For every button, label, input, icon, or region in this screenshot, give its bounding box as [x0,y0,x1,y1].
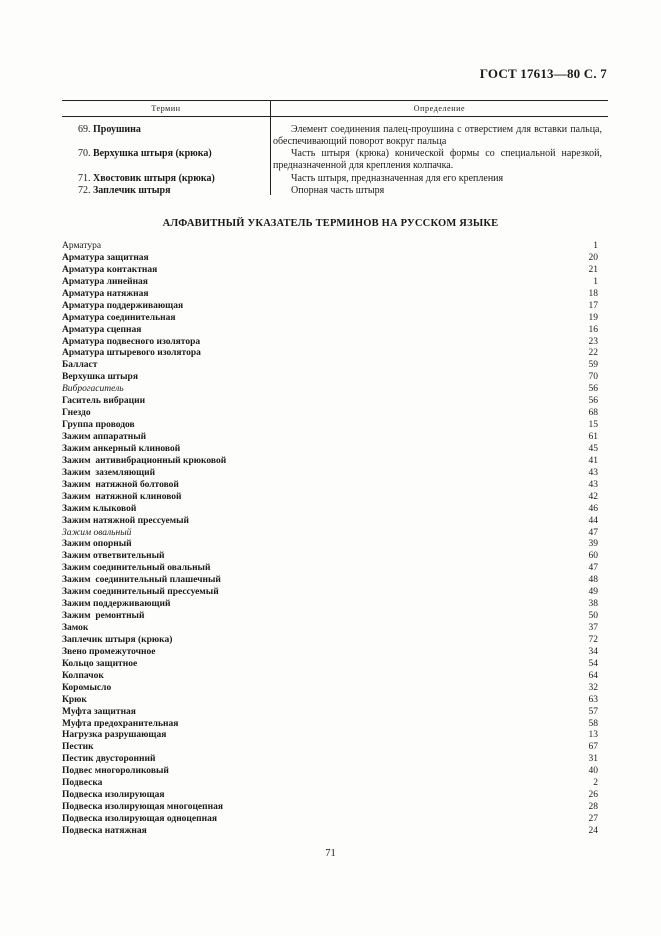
term-text: Проушина [93,124,141,135]
index-entry [62,707,598,719]
term-text: Хвостовик штыря (крюка) [93,173,215,184]
index-page-ref: 19 [588,312,598,323]
index-page-ref: 49 [588,587,598,598]
index-entry [62,659,598,671]
index-page-ref: 44 [588,515,598,526]
index-term: Арматура [62,241,102,251]
index-term: Зажим соединительный прессуемый [62,587,219,598]
index-term: Арматура контактная [62,264,158,275]
table-header [62,100,608,117]
index-entry [62,432,598,444]
index-term: Пестик [62,742,94,753]
alphabetical-index [62,241,598,838]
index-entry [62,456,598,468]
index-entry [62,826,598,838]
index-page-ref: 70 [588,372,598,383]
term-definition: Элемент соединения палец-проушина с отверстием для вставки пальца, обеспечивающий поворот вокруг пальца [273,124,602,147]
index-page-ref: 72 [588,634,598,645]
index-page-ref: 40 [588,766,598,777]
index-term: Виброгаситель [62,384,124,395]
index-term: Зажим натяжной болтовой [62,479,179,490]
index-page-ref: 1 [593,241,598,251]
index-entry [62,814,598,826]
index-term: Арматура сцепная [62,324,142,335]
index-page-ref: 63 [588,694,598,705]
terms-table [62,100,608,195]
index-page-ref: 48 [588,575,598,586]
index-entry [62,372,598,384]
term-definition: Часть штыря (крюка) конической формы со специальной нарезкой, предназначенной для крепления колпачка. [273,148,602,171]
index-entry [62,683,598,695]
index-entry [62,492,598,504]
index-page-ref: 43 [588,467,598,478]
index-title: АЛФАВИТНЫЙ УКАЗАТЕЛЬ ТЕРМИНОВ НА РУССКОМ ЯЗЫКЕ [162,218,499,229]
index-term: Верхушка штыря [62,372,138,383]
index-term: Кольцо защитное [62,658,138,669]
index-page-ref: 68 [588,408,598,419]
index-term: Гаситель вибрации [62,396,146,407]
index-term: Подвеска изолирующая одноцепная [62,814,217,824]
column-header-definition: Определение [413,104,466,113]
index-page-ref: 20 [588,252,598,263]
index-page-ref: 28 [588,802,598,813]
index-entry [62,766,598,778]
index-term: Зажим ремонтный [62,611,145,622]
index-page-ref: 21 [588,264,598,275]
index-term: Зажим антивибрационный крюковой [62,455,227,466]
index-entry [62,611,598,623]
index-term: Зажим овальный [62,527,132,538]
index-page-ref: 1 [593,276,598,287]
index-page-ref: 42 [588,491,598,502]
index-term: Колпачок [62,670,104,681]
index-term: Зажим аппаратный [62,432,147,442]
term-number: 72. [78,184,91,196]
index-entry [62,623,598,635]
index-entry [62,337,598,349]
index-page-ref: 22 [588,348,598,359]
index-page-ref: 57 [588,706,598,717]
index-term: Арматура линейная [62,276,148,287]
index-entry [62,277,598,289]
index-entry [62,289,598,301]
term-definition: Опорная часть штыря [291,184,385,196]
index-entry [62,539,598,551]
index-page-ref: 18 [588,288,598,299]
index-page-ref: 24 [588,825,598,836]
index-term: Группа проводов [62,420,135,431]
index-entry [62,671,598,683]
index-term: Крюк [62,694,87,705]
index-page-ref: 38 [588,599,598,610]
term-text: Заплечик штыря [93,184,171,196]
index-term: Арматура натяжная [62,288,149,299]
index-term: Подвеска изолирующая многоцепная [62,802,223,813]
index-page-ref: 47 [588,563,598,574]
index-page-ref: 15 [588,420,598,431]
index-page-ref: 27 [588,814,598,824]
index-page-ref: 41 [588,455,598,466]
index-term: Подвеска [62,778,103,789]
index-entry [62,599,598,611]
index-page-ref: 58 [588,718,598,729]
index-term: Замок [62,623,89,633]
index-page-ref: 31 [588,754,598,765]
index-entry [62,528,598,540]
index-term: Гнездо [62,408,91,419]
index-entry [62,265,598,277]
index-entry [62,635,598,647]
index-term: Зажим натяжной клиновой [62,491,182,502]
index-entry [62,348,598,360]
index-page-ref: 32 [588,682,598,693]
index-page-ref: 56 [588,396,598,407]
index-term: Зажим клыковой [62,503,137,514]
index-entry [62,384,598,396]
term-text: Верхушка штыря (крюка) [93,148,212,159]
table-body [62,117,608,195]
index-page-ref: 50 [588,611,598,622]
index-entry [62,587,598,599]
document-header: ГОСТ 17613—80 С. 7 [479,66,607,81]
index-term: Зажим опорный [62,539,132,550]
index-term: Арматура поддерживающая [62,300,184,311]
index-page-ref: 56 [588,384,598,395]
term-number: 69. [78,124,91,135]
index-term: Зажим заземляющий [62,467,156,478]
index-entry [62,360,598,372]
index-term: Зажим соединительный овальный [62,563,211,574]
index-entry [62,563,598,575]
index-page-ref: 47 [588,527,598,538]
index-entry [62,313,598,325]
index-entry [62,647,598,659]
index-entry [62,468,598,480]
index-term: Муфта предохранительная [62,718,179,729]
index-entry [62,480,598,492]
index-page-ref: 26 [588,790,598,801]
index-entry [62,778,598,790]
index-page-ref: 16 [588,324,598,335]
index-page-ref: 2 [593,778,598,789]
index-term: Коромысло [62,682,112,693]
index-entry [62,504,598,516]
index-page-ref: 61 [588,432,598,442]
index-page-ref: 17 [588,300,598,311]
index-entry [62,516,598,528]
index-entry [62,551,598,563]
index-entry [62,790,598,802]
index-entry [62,719,598,731]
index-page-ref: 54 [588,658,598,669]
term-definition: Часть штыря, предназначенная для его крепления [291,173,504,184]
index-term: Зажим натяжной прессуемый [62,515,190,526]
index-entry [62,695,598,707]
index-entry [62,444,598,456]
index-page-ref: 43 [588,479,598,490]
index-term: Пестик двусторонний [62,754,156,765]
index-entry [62,325,598,337]
index-page-ref: 64 [588,670,598,681]
index-term: Звено промежуточное [62,646,156,657]
index-entry [62,301,598,313]
index-entry [62,241,598,253]
index-term: Нагрузка разрушающая [62,730,167,741]
index-page-ref: 23 [588,336,598,347]
index-page-ref: 67 [588,742,598,753]
index-term: Зажим ответвительный [62,551,165,562]
column-header-term: Термин [62,101,271,116]
term-number: 71. [78,173,91,184]
index-term: Подвес многороликовый [62,766,169,777]
index-entry [62,575,598,587]
index-entry [62,742,598,754]
index-entry [62,802,598,814]
index-term: Зажим поддерживающий [62,599,171,610]
index-term: Арматура соединительная [62,312,176,323]
index-page-ref: 34 [588,646,598,657]
index-term: Муфта защитная [62,706,136,717]
index-entry [62,730,598,742]
index-term: Зажим соединительный плашечный [62,575,221,586]
index-page-ref: 37 [588,623,598,633]
index-term: Арматура защитная [62,252,149,263]
index-entry [62,420,598,432]
index-page-ref: 39 [588,539,598,550]
index-page-ref: 59 [588,360,598,371]
index-term: Балласт [62,360,98,371]
index-term: Подвеска натяжная [62,825,147,836]
index-entry [62,253,598,265]
index-term: Подвеска изолирующая [62,790,165,801]
index-page-ref: 13 [588,730,598,741]
index-term: Арматура подвесного изолятора [62,336,201,347]
index-page-ref: 60 [588,551,598,562]
index-page-ref: 46 [588,503,598,514]
term-number: 70. [78,148,91,159]
index-term: Заплечик штыря (крюка) [62,634,173,645]
index-term: Зажим анкерный клиновой [62,443,181,454]
index-term: Арматура штыревого изолятора [62,348,201,359]
page-number: 71 [325,848,336,859]
index-page-ref: 45 [588,443,598,454]
index-entry [62,754,598,766]
index-entry [62,396,598,408]
index-entry [62,408,598,420]
